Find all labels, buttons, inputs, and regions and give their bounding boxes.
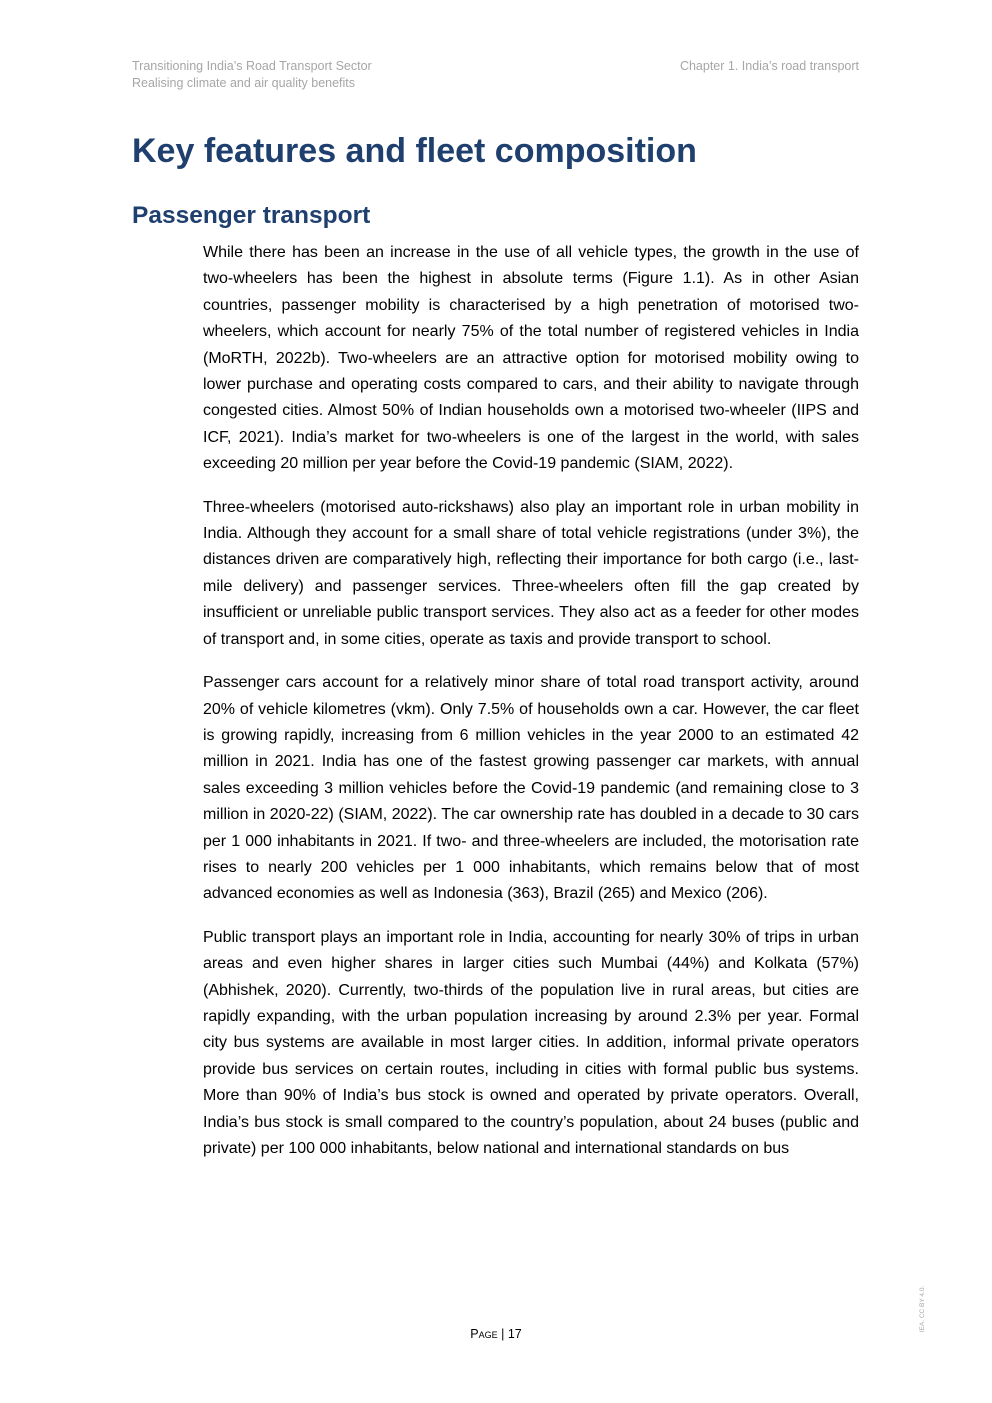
paragraph-public-transport: Public transport plays an important role in India, accounting for nearly 30% of trips in urban areas and even higher shares in larger cities such Mumbai (44%) and Kolkata (57%) (Abhishek, 2020). Currently, two-thirds of the population live in rural areas, but cities are rapidly expanding, with the urban population increasing by around 2.3% per year. Formal city bus systems are available in most larger cities. In addition, informal private operators provide bus services on certain routes, including in cities with formal public bus systems. More than 90% of India’s bus stock is owned and operated by private operators. Overall, India’s bus stock is small compared to the country’s population, about 24 buses (public and private) per 100 000 inhabitants, below national and international standards on bus bbox=[203, 928, 859, 1157]
report-title: Transitioning India’s Road Transport Sector bbox=[132, 59, 372, 73]
page-separator: | bbox=[501, 1327, 505, 1341]
page-label: Page bbox=[470, 1327, 498, 1341]
page-title: Key features and fleet composition bbox=[132, 132, 697, 170]
paragraph-two-wheelers: While there has been an increase in the use of all vehicle types, the growth in the use of two-wheelers has been the highest in absolute terms (Figure 1.1). As in other Asian countries, passenger mobility is characterised by a high penetration of motorised two-wheelers, which account for nearly 75% of the total number of registered vehicles in India (MoRTH, 2022b). Two-wheelers are an attractive option for motorised mobility owing to lower purchase and operating costs compared to cars, and their ability to navigate through congested cities. Almost 50% of Indian households own a motorised two-wheeler (IIPS and ICF, 2021). India’s market for two-wheelers is one of the largest in the world, with sales exceeding 20 million per year before the Covid-19 pandemic (SIAM, 2022). bbox=[203, 244, 859, 473]
license-text: IEA. CC BY 4.0. bbox=[919, 1285, 926, 1333]
report-subtitle: Realising climate and air quality benefits bbox=[132, 76, 356, 90]
running-header-left bbox=[132, 58, 372, 92]
paragraph-passenger-cars: Passenger cars account for a relatively minor share of total road transport activity, around 20% of vehicle kilometres (vkm). Only 7.5% of households own a car. However, the car fleet is growing rapidly, increasing from 6 million vehicles in the year 2000 to an estimated 42 million in 2021. India has one of the fastest growing passenger car markets, with annual sales exceeding 3 million vehicles before the Covid-19 pandemic (and remaining close to 3 million in 2020-22) (SIAM, 2022). The car ownership rate has doubled in a decade to 30 cars per 1 000 inhabitants in 2021. If two- and three-wheelers are included, the motorisation rate rises to nearly 200 vehicles per 1 000 inhabitants, which remains below that of most advanced economies as well as Indonesia (363), Brazil (265) and Mexico (206). bbox=[203, 674, 859, 903]
chapter-title: Chapter 1. India’s road transport bbox=[679, 59, 859, 73]
paragraph-three-wheelers: Three-wheelers (motorised auto-rickshaws) also play an important role in urban mobility in India. Although they account for a small share of total vehicle registrations (under 3%), the distances driven are comparatively high, reflecting their importance for both cargo (i.e., last-mile delivery) and passenger services. Three-wheelers often fill the gap created by insufficient or unreliable public transport services. They also act as a feeder for other modes of transport and, in some cities, operate as taxis and provide transport to school. bbox=[203, 498, 859, 648]
license-note bbox=[919, 1280, 927, 1338]
page-number: 17 bbox=[507, 1327, 522, 1341]
page-footer bbox=[0, 1325, 992, 1343]
body-text bbox=[203, 240, 859, 1162]
running-header-right bbox=[680, 58, 859, 75]
section-heading: Passenger transport bbox=[132, 202, 371, 229]
